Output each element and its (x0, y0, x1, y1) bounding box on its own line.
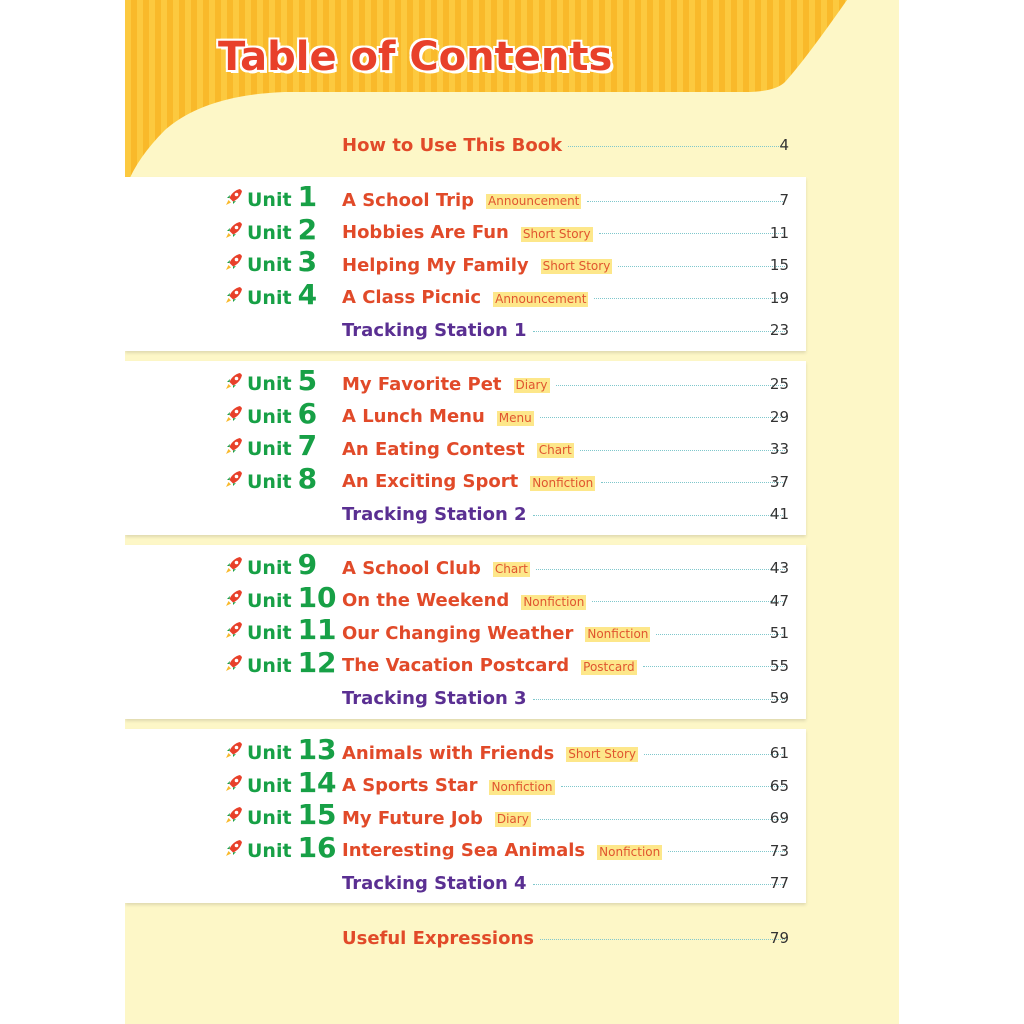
page-number: 11 (769, 223, 789, 242)
genre-tag: Short Story (568, 747, 636, 761)
entry-title: How to Use This Book (342, 134, 563, 156)
toc-entry[interactable] (342, 470, 789, 494)
unit-number: 9 (297, 548, 318, 581)
page-number: 19 (769, 288, 789, 307)
genre-tag: Nonfiction (532, 475, 594, 490)
toc-entry[interactable] (342, 372, 789, 396)
unit-word: Unit (247, 654, 292, 677)
unit-label (224, 735, 337, 765)
entry-title: Useful Expressions (342, 927, 534, 949)
unit-label (224, 580, 337, 614)
unit-label (224, 800, 337, 830)
genre-tag: Nonfiction (599, 844, 661, 859)
rocket-icon (224, 805, 244, 825)
leader-dots (533, 515, 785, 516)
page-number: 55 (769, 656, 789, 675)
unit-word: Unit (247, 742, 292, 764)
unit-number: 1 (297, 180, 318, 213)
genre-tag: Nonfiction (523, 594, 585, 609)
unit-number: 3 (297, 245, 318, 278)
unit-label (224, 461, 318, 495)
rocket-icon (224, 285, 244, 305)
page-number: 15 (769, 256, 789, 274)
page-number: 77 (769, 874, 789, 892)
tracking-station-title: Tracking Station 4 (342, 872, 527, 894)
toc-entry[interactable] (342, 221, 789, 245)
unit-number: 7 (297, 429, 318, 462)
entry-title: A Sports Star (342, 775, 478, 796)
unit-number: 8 (297, 461, 318, 495)
unit-word: Unit (247, 286, 292, 309)
unit-word: Unit (247, 373, 292, 395)
genre-tag: Short Story (522, 226, 591, 241)
page-number: 43 (769, 559, 789, 577)
entry-title: Interesting Sea Animals (342, 840, 586, 861)
tracking-station-title: Tracking Station 3 (342, 687, 527, 709)
leader-dots (540, 417, 785, 418)
unit-label (224, 396, 318, 430)
entry-title: Animals with Friends (342, 742, 555, 764)
page-number: 61 (769, 744, 789, 762)
unit-label (224, 277, 318, 311)
genre-tag: Diary (496, 812, 529, 826)
page-number: 73 (769, 841, 789, 860)
rocket-icon (224, 252, 244, 272)
unit-label (224, 615, 337, 645)
unit-number: 14 (297, 765, 337, 799)
page-number: 47 (769, 591, 789, 610)
page-number: 69 (769, 809, 789, 827)
toc-entry[interactable] (342, 774, 789, 798)
genre-tag: Nonfiction (491, 779, 553, 794)
unit-word: Unit (247, 254, 292, 276)
unit-word: Unit (247, 189, 292, 211)
page-number: 29 (769, 407, 789, 426)
unit-label (224, 366, 317, 396)
genre-tag: Postcard (583, 659, 635, 674)
page-number: 51 (769, 624, 789, 642)
genre-tag: Announcement (495, 291, 587, 306)
rocket-icon (224, 620, 244, 640)
entry-title: Hobbies Are Fun (342, 222, 509, 243)
tracking-station-title: Tracking Station 2 (342, 503, 527, 525)
genre-tag: Short Story (542, 259, 611, 273)
toc-entry-intro[interactable] (342, 133, 789, 157)
tracking-station-entry[interactable] (342, 871, 789, 895)
leader-dots (556, 385, 786, 386)
unit-number: 4 (297, 277, 318, 311)
tracking-station-entry[interactable] (342, 318, 789, 342)
leader-dots (537, 819, 785, 820)
page-title: Table of Contents (218, 34, 613, 80)
unit-label (224, 550, 317, 580)
unit-number: 2 (297, 212, 318, 246)
page-number: 33 (769, 440, 789, 458)
leader-dots (533, 331, 785, 332)
unit-word: Unit (247, 774, 292, 797)
genre-tag: Diary (515, 378, 548, 392)
entry-title: A Lunch Menu (342, 406, 485, 427)
unit-word: Unit (247, 405, 292, 428)
toc-entry[interactable] (342, 437, 789, 461)
page-number: 25 (769, 375, 789, 393)
toc-entry[interactable] (342, 741, 789, 765)
toc-entry[interactable] (342, 589, 789, 613)
entry-title: An Eating Contest (342, 438, 525, 460)
toc-entry[interactable] (342, 286, 789, 310)
unit-number: 13 (297, 733, 337, 766)
genre-tag: Announcement (488, 194, 580, 208)
page-number: 41 (769, 505, 789, 523)
book-page (125, 0, 899, 1024)
page-number: 7 (779, 191, 789, 209)
toc-entry[interactable] (342, 621, 789, 645)
toc-entry[interactable] (342, 188, 789, 212)
unit-word: Unit (247, 807, 292, 829)
toc-entry-outro[interactable] (342, 926, 789, 950)
unit-label (224, 212, 318, 246)
rocket-icon (224, 404, 244, 424)
rocket-icon (224, 588, 244, 608)
rocket-icon (224, 773, 244, 793)
leader-dots (536, 569, 785, 570)
entry-title: An Exciting Sport (342, 471, 519, 492)
unit-number: 10 (297, 580, 337, 614)
tracking-station-entry[interactable] (342, 502, 789, 526)
page-number: 79 (769, 929, 789, 947)
rocket-icon (224, 371, 244, 391)
unit-word: Unit (247, 470, 292, 493)
genre-tag: Chart (494, 562, 528, 576)
entry-title: My Future Job (342, 807, 483, 829)
unit-word: Unit (247, 839, 292, 862)
unit-number: 11 (297, 613, 337, 646)
rocket-icon (224, 220, 244, 240)
unit-label (224, 182, 317, 212)
rocket-icon (224, 187, 244, 207)
page-number: 59 (769, 689, 789, 707)
unit-word: Unit (247, 438, 292, 460)
toc-entry[interactable] (342, 654, 789, 678)
toc-entry[interactable] (342, 806, 789, 830)
unit-number: 5 (297, 364, 318, 397)
page-number: 23 (769, 321, 789, 339)
entry-title: Our Changing Weather (342, 622, 574, 644)
rocket-icon (224, 653, 244, 673)
leader-dots (540, 939, 785, 940)
entry-title: Helping My Family (342, 254, 529, 276)
genre-tag: Nonfiction (587, 627, 649, 641)
unit-label (224, 830, 337, 864)
unit-word: Unit (247, 589, 292, 612)
rocket-icon (224, 436, 244, 456)
rocket-icon (224, 838, 244, 858)
unit-label (224, 247, 317, 277)
leader-dots (533, 884, 785, 885)
toc-entry[interactable] (342, 253, 789, 277)
page-number: 37 (769, 472, 789, 491)
entry-title: A School Trip (342, 189, 475, 211)
unit-number: 16 (297, 830, 337, 864)
toc-entry[interactable] (342, 405, 789, 429)
unit-label (224, 431, 317, 461)
toc-entry[interactable] (342, 839, 789, 863)
unit-number: 12 (297, 645, 337, 679)
tracking-station-entry[interactable] (342, 686, 789, 710)
entry-title: My Favorite Pet (342, 373, 502, 395)
rocket-icon (224, 469, 244, 489)
genre-tag: Chart (538, 443, 572, 457)
unit-label (224, 645, 337, 679)
leader-dots (533, 699, 785, 700)
entry-title: A School Club (342, 557, 481, 579)
unit-word: Unit (247, 557, 292, 579)
striped-header-banner (125, 0, 899, 200)
entry-title: The Vacation Postcard (342, 655, 570, 676)
genre-tag: Menu (498, 410, 532, 425)
rocket-icon (224, 555, 244, 575)
unit-number: 15 (297, 798, 337, 831)
toc-entry[interactable] (342, 556, 789, 580)
page-number: 65 (769, 776, 789, 795)
tracking-station-title: Tracking Station 1 (342, 319, 527, 341)
unit-word: Unit (247, 622, 292, 644)
page-number: 4 (779, 136, 789, 154)
leader-dots (561, 786, 785, 787)
unit-label (224, 765, 337, 799)
entry-title: On the Weekend (342, 590, 510, 611)
entry-title: A Class Picnic (342, 287, 482, 308)
unit-word: Unit (247, 221, 292, 244)
rocket-icon (224, 740, 244, 760)
unit-number: 6 (297, 396, 318, 430)
